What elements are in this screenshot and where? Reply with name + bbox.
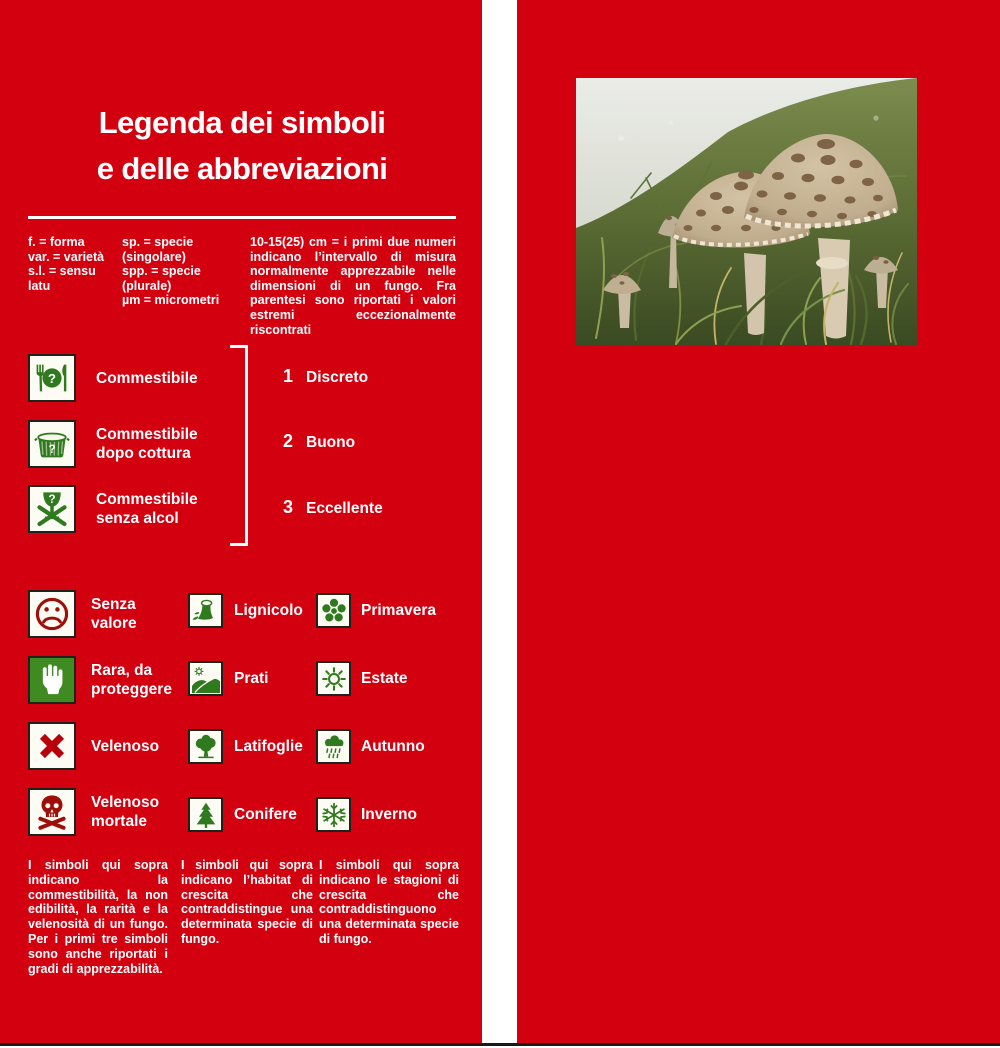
symbol-row xyxy=(188,661,326,696)
symbol-label: Inverno xyxy=(361,806,417,823)
symbol-row xyxy=(188,729,326,764)
sun-icon xyxy=(316,661,351,696)
symbol-label: Primavera xyxy=(361,602,436,619)
svg-text:?: ? xyxy=(48,443,56,457)
abbrev-line: (singolare) xyxy=(122,249,186,264)
svg-text:?: ? xyxy=(48,492,56,506)
footnote-edibility: I simboli qui sopra indicano la commestibilità, la non edibilità, la rarità e la velenosità di un fungo. Per i primi tre simboli sono anche riportati i gradi di apprezzabilità. xyxy=(28,858,168,976)
rating-row xyxy=(283,366,368,387)
no-alcohol-question-icon xyxy=(28,485,76,533)
symbol-label: Velenoso mortale xyxy=(91,794,160,830)
edibility-label: Commestibile senza alcol xyxy=(96,491,198,527)
abbrev-line: var. = varietà xyxy=(28,249,105,264)
page-bottom-edge xyxy=(0,1043,1000,1046)
rating-number: 3 xyxy=(283,497,294,517)
svg-text:?: ? xyxy=(47,371,57,386)
symbol-label: Autunno xyxy=(361,738,425,755)
edibility-label: Commestibile xyxy=(96,369,198,387)
abbrev-line: µm = micrometri xyxy=(122,293,220,308)
conifer-icon xyxy=(188,797,223,832)
abbrev-column-2 xyxy=(122,235,250,337)
symbol-label: Latifoglie xyxy=(234,738,303,755)
symbol-label: Conifere xyxy=(234,806,297,823)
rating-row xyxy=(283,431,355,452)
amint-panel xyxy=(517,0,1000,1043)
symbol-label: Prati xyxy=(234,670,269,687)
symbol-row xyxy=(316,593,451,628)
symbol-row xyxy=(316,661,451,696)
abbrev-line: sp. = specie xyxy=(122,235,194,249)
ratings-bracket xyxy=(230,345,248,546)
symbol-row xyxy=(316,729,451,764)
symbol-row xyxy=(28,722,183,770)
abbrev-line: s.l. = sensu xyxy=(28,264,96,279)
symbol-row xyxy=(188,797,326,832)
abbrev-line: (plurale) xyxy=(122,278,172,293)
abbrev-line: spp. = specie xyxy=(122,264,201,279)
rating-label: Eccellente xyxy=(306,500,383,517)
symbol-label: Rara, da proteggere xyxy=(91,662,172,698)
abbrev-line: latu xyxy=(28,278,51,293)
symbol-row xyxy=(28,788,183,836)
page-title xyxy=(28,100,456,192)
pot-question-icon xyxy=(28,420,76,468)
rating-label: Discreto xyxy=(306,369,369,386)
rain-cloud-icon xyxy=(316,729,351,764)
edibility-row xyxy=(28,418,224,470)
footnote-seasons: I simboli qui sopra indicano le stagioni di crescita che contraddistinguono una determinata specie di fungo. xyxy=(319,858,459,946)
rating-row xyxy=(283,497,383,518)
symbol-label: Velenoso xyxy=(91,737,160,755)
legend-panel xyxy=(0,0,482,1043)
footnote-habitat: I simboli qui sopra indicano l’habitat di crescita che contraddistingue una determinata specie di fungo. xyxy=(181,858,313,946)
symbol-row xyxy=(188,593,326,628)
title-line-2: e delle abbreviazioni xyxy=(96,151,388,186)
snowflake-icon xyxy=(316,797,351,832)
meadow-icon xyxy=(188,661,223,696)
rating-label: Buono xyxy=(306,434,356,451)
mushroom-photo xyxy=(576,78,917,345)
x-icon xyxy=(28,722,76,770)
rating-number: 1 xyxy=(283,366,294,386)
title-divider xyxy=(28,216,456,219)
title-line-1: Legenda dei simboli xyxy=(98,105,386,140)
rating-number: 2 xyxy=(283,431,294,451)
symbol-label: Senza valore xyxy=(91,596,137,632)
log-icon xyxy=(188,593,223,628)
flower-icon xyxy=(316,593,351,628)
symbol-label: Estate xyxy=(361,670,408,687)
edibility-row xyxy=(28,483,224,535)
abbrev-column-1 xyxy=(28,235,122,337)
edibility-label: Commestibile dopo cottura xyxy=(96,426,198,462)
symbol-label: Lignicolo xyxy=(234,602,303,619)
sad-face-icon xyxy=(28,590,76,638)
abbrev-line: f. = forma xyxy=(28,235,85,249)
abbreviations-block xyxy=(28,235,456,337)
hand-icon xyxy=(28,656,76,704)
edibility-row xyxy=(28,352,224,404)
abbrev-column-3: 10-15(25) cm = i primi due numeri indicano l’intervallo di misura normalmente apprezzabile nelle dimensioni di un fungo. Fra parentesi sono riportati i valori estremi eccezionalmente riscontrati xyxy=(250,235,456,337)
symbol-row xyxy=(316,797,451,832)
broadleaf-tree-icon xyxy=(188,729,223,764)
plate-question-icon xyxy=(28,354,76,402)
skull-icon xyxy=(28,788,76,836)
symbol-row xyxy=(28,590,183,638)
symbol-row xyxy=(28,656,183,704)
